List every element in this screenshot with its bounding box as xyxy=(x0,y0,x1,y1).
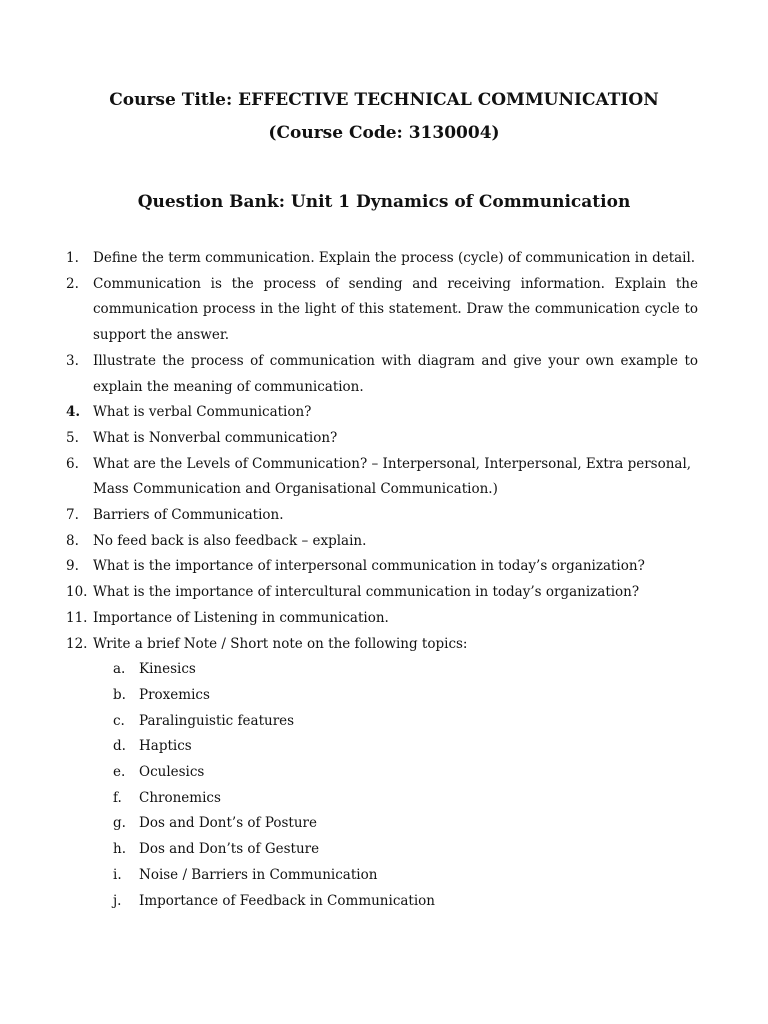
subtopic-text: Kinesics xyxy=(139,661,196,678)
question-number: 12. xyxy=(66,635,88,652)
question-item xyxy=(66,606,698,632)
question-text: Communication is the process of sending and receiving information. Explain the communication process in the light of this statement. Draw the communication cycle to support the answer. xyxy=(93,275,698,344)
question-bank-heading: Question Bank: Unit 1 Dynamics of Communication xyxy=(137,192,631,212)
question-item xyxy=(66,426,698,452)
subtopic-letter: h. xyxy=(113,841,126,858)
question-text: Define the term communication. Explain the process (cycle) of communication in detail. xyxy=(93,250,696,266)
subtopic-text: Chronemics xyxy=(139,789,221,806)
subtopic-item xyxy=(113,863,698,889)
subtopic-item xyxy=(113,811,698,837)
question-list xyxy=(66,246,698,914)
question-number: 1. xyxy=(66,250,79,266)
subtopic-letter: e. xyxy=(113,764,126,781)
subtopic-text: Paralinguistic features xyxy=(139,712,295,729)
subtopic-item xyxy=(113,683,698,709)
question-item xyxy=(66,246,698,272)
question-item xyxy=(66,632,698,915)
question-number: 10. xyxy=(66,584,88,601)
question-item xyxy=(66,580,698,606)
subtopic-item xyxy=(113,760,698,786)
course-code: (Course Code: 3130004) xyxy=(268,123,500,143)
subtopic-item xyxy=(113,786,698,812)
subtopic-text: Dos and Don’ts of Gesture xyxy=(139,841,320,858)
question-item xyxy=(66,400,698,426)
question-number: 3. xyxy=(66,352,79,369)
subtopic-text: Proxemics xyxy=(139,686,210,703)
question-item xyxy=(66,452,698,503)
subtopic-text: Haptics xyxy=(139,738,192,755)
subtopic-text: Oculesics xyxy=(139,764,205,781)
question-text: Importance of Listening in communication. xyxy=(93,609,389,626)
question-text: Barriers of Communication. xyxy=(93,507,284,524)
subtopic-text: Noise / Barriers in Communication xyxy=(139,866,378,883)
subtopic-letter: j. xyxy=(113,892,122,909)
subtopic-list xyxy=(93,657,698,914)
question-item xyxy=(66,554,698,580)
subtopic-letter: b. xyxy=(113,686,126,703)
subtopic-letter: g. xyxy=(113,815,126,832)
subtopic-letter: a. xyxy=(113,661,126,678)
question-item xyxy=(66,349,698,400)
question-number: 2. xyxy=(66,275,79,292)
subtopic-text: Dos and Dont’s of Posture xyxy=(139,815,317,832)
question-number: 11. xyxy=(66,609,88,626)
question-number: 6. xyxy=(66,455,79,472)
question-number: 4. xyxy=(66,404,81,421)
question-text: No feed back is also feedback – explain. xyxy=(93,532,367,549)
question-text: What are the Levels of Communication? – Interpersonal, Interpersonal, Extra personal, Mass Communication and Organisational Communication.) xyxy=(93,455,692,498)
subtopic-letter: c. xyxy=(113,712,125,729)
subtopic-letter: d. xyxy=(113,738,126,755)
subtopic-item xyxy=(113,889,698,915)
question-block xyxy=(93,632,698,915)
subtopic-letter: i. xyxy=(113,866,122,883)
question-text: What is the importance of intercultural communication in today’s organization? xyxy=(93,584,640,601)
question-text: What is Nonverbal communication? xyxy=(93,429,338,446)
question-text: What is verbal Communication? xyxy=(93,404,312,421)
course-title: Course Title: EFFECTIVE TECHNICAL COMMUNICATION xyxy=(109,90,659,110)
question-text: Illustrate the process of communication with diagram and give your own example to explain the meaning of communication. xyxy=(93,352,698,395)
subtopic-letter: f. xyxy=(113,789,122,806)
question-item xyxy=(66,272,698,349)
question-number: 8. xyxy=(66,532,79,549)
question-number: 5. xyxy=(66,429,79,446)
subtopic-item xyxy=(113,657,698,683)
subtopic-item xyxy=(113,709,698,735)
question-number: 7. xyxy=(66,507,79,524)
question-item xyxy=(66,503,698,529)
subtopic-text: Importance of Feedback in Communication xyxy=(139,892,435,909)
question-number: 9. xyxy=(66,558,79,575)
subtopic-item xyxy=(113,837,698,863)
subtopic-item xyxy=(113,734,698,760)
question-text: Write a brief Note / Short note on the following topics: xyxy=(93,635,468,652)
question-text: What is the importance of interpersonal communication in today’s organization? xyxy=(93,558,645,575)
question-item xyxy=(66,529,698,555)
